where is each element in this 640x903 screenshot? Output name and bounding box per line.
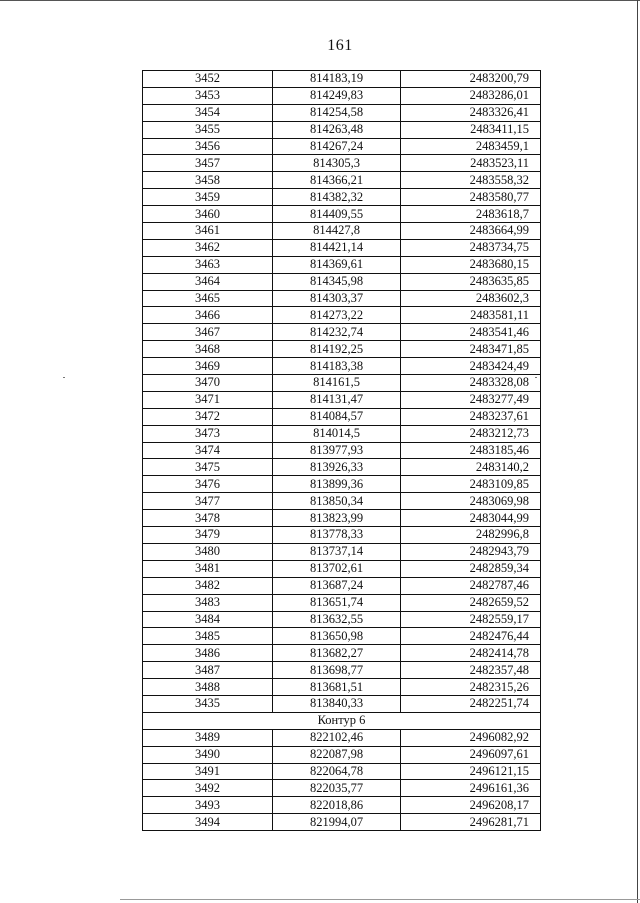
table-row [143, 763, 541, 780]
table-row [143, 121, 541, 138]
point-number-cell: 3480 [143, 543, 273, 560]
x-coordinate-cell: 813850,34 [273, 493, 401, 510]
point-number-cell: 3475 [143, 459, 273, 476]
x-coordinate-cell: 813778,33 [273, 527, 401, 544]
table-row [143, 543, 541, 560]
x-coordinate-cell: 814409,55 [273, 206, 401, 223]
point-number-cell: 3487 [143, 662, 273, 679]
x-coordinate-cell: 814366,21 [273, 172, 401, 189]
table-row [143, 71, 541, 88]
x-coordinate-cell: 822018,86 [273, 797, 401, 814]
y-coordinate-cell: 2482787,46 [401, 577, 541, 594]
y-coordinate-cell: 2496161,36 [401, 780, 541, 797]
x-coordinate-cell: 814267,24 [273, 138, 401, 155]
x-coordinate-cell: 822087,98 [273, 746, 401, 763]
table-row [143, 729, 541, 746]
x-coordinate-cell: 814303,37 [273, 290, 401, 307]
x-coordinate-cell: 814183,19 [273, 71, 401, 88]
point-number-cell: 3467 [143, 324, 273, 341]
y-coordinate-cell: 2483326,41 [401, 104, 541, 121]
point-number-cell: 3470 [143, 375, 273, 392]
x-coordinate-cell: 814345,98 [273, 273, 401, 290]
scan-speck [63, 377, 65, 378]
point-number-cell: 3478 [143, 510, 273, 527]
point-number-cell: 3461 [143, 223, 273, 240]
table-row [143, 662, 541, 679]
point-number-cell: 3468 [143, 341, 273, 358]
table-row [143, 780, 541, 797]
x-coordinate-cell: 814131,47 [273, 391, 401, 408]
table-row [143, 341, 541, 358]
table-row [143, 138, 541, 155]
table-row [143, 628, 541, 645]
y-coordinate-cell: 2482251,74 [401, 695, 541, 712]
x-coordinate-cell: 813650,98 [273, 628, 401, 645]
x-coordinate-cell: 813698,77 [273, 662, 401, 679]
x-coordinate-cell: 813687,24 [273, 577, 401, 594]
table-row [143, 155, 541, 172]
table-row [143, 273, 541, 290]
point-number-cell: 3463 [143, 256, 273, 273]
y-coordinate-cell: 2483424,49 [401, 358, 541, 375]
x-coordinate-cell: 814232,74 [273, 324, 401, 341]
y-coordinate-cell: 2483664,99 [401, 223, 541, 240]
point-number-cell: 3454 [143, 104, 273, 121]
point-number-cell: 3490 [143, 746, 273, 763]
table-row [143, 239, 541, 256]
table-section-header [143, 712, 541, 729]
y-coordinate-cell: 2483069,98 [401, 493, 541, 510]
point-number-cell: 3460 [143, 206, 273, 223]
table-row [143, 560, 541, 577]
point-number-cell: 3473 [143, 425, 273, 442]
x-coordinate-cell: 814014,5 [273, 425, 401, 442]
table-row [143, 797, 541, 814]
point-number-cell: 3452 [143, 71, 273, 88]
x-coordinate-cell: 813926,33 [273, 459, 401, 476]
table-row [143, 172, 541, 189]
x-coordinate-cell: 814263,48 [273, 121, 401, 138]
x-coordinate-cell: 814249,83 [273, 87, 401, 104]
y-coordinate-cell: 2483618,7 [401, 206, 541, 223]
x-coordinate-cell: 813681,51 [273, 679, 401, 696]
point-number-cell: 3493 [143, 797, 273, 814]
x-coordinate-cell: 814427,8 [273, 223, 401, 240]
point-number-cell: 3483 [143, 594, 273, 611]
point-number-cell: 3471 [143, 391, 273, 408]
y-coordinate-cell: 2483328,08 [401, 375, 541, 392]
y-coordinate-cell: 2483471,85 [401, 341, 541, 358]
point-number-cell: 3472 [143, 408, 273, 425]
table-row [143, 223, 541, 240]
x-coordinate-cell: 822064,78 [273, 763, 401, 780]
x-coordinate-cell: 813977,93 [273, 442, 401, 459]
table-row [143, 510, 541, 527]
y-coordinate-cell: 2483286,01 [401, 87, 541, 104]
table-row [143, 189, 541, 206]
table-row [143, 679, 541, 696]
y-coordinate-cell: 2482414,78 [401, 645, 541, 662]
table-row [143, 476, 541, 493]
point-number-cell: 3462 [143, 239, 273, 256]
table-row [143, 324, 541, 341]
y-coordinate-cell: 2483635,85 [401, 273, 541, 290]
y-coordinate-cell: 2482996,8 [401, 527, 541, 544]
point-number-cell: 3459 [143, 189, 273, 206]
point-number-cell: 3435 [143, 695, 273, 712]
table-row [143, 375, 541, 392]
x-coordinate-cell: 814084,57 [273, 408, 401, 425]
y-coordinate-cell: 2496281,71 [401, 814, 541, 831]
table-row [143, 408, 541, 425]
y-coordinate-cell: 2496082,92 [401, 729, 541, 746]
y-coordinate-cell: 2482943,79 [401, 543, 541, 560]
y-coordinate-cell: 2496208,17 [401, 797, 541, 814]
x-coordinate-cell: 813682,27 [273, 645, 401, 662]
point-number-cell: 3458 [143, 172, 273, 189]
x-coordinate-cell: 813899,36 [273, 476, 401, 493]
y-coordinate-cell: 2483277,49 [401, 391, 541, 408]
y-coordinate-cell: 2483459,1 [401, 138, 541, 155]
point-number-cell: 3486 [143, 645, 273, 662]
point-number-cell: 3465 [143, 290, 273, 307]
table-body-contour-5 [143, 71, 541, 713]
table-row [143, 206, 541, 223]
point-number-cell: 3474 [143, 442, 273, 459]
table-row [143, 87, 541, 104]
x-coordinate-cell: 813840,33 [273, 695, 401, 712]
y-coordinate-cell: 2483734,75 [401, 239, 541, 256]
point-number-cell: 3494 [143, 814, 273, 831]
x-coordinate-cell: 814161,5 [273, 375, 401, 392]
page-number: 161 [327, 37, 353, 54]
point-number-cell: 3469 [143, 358, 273, 375]
table-row [143, 358, 541, 375]
x-coordinate-cell: 814305,3 [273, 155, 401, 172]
table-row [143, 391, 541, 408]
table-row [143, 611, 541, 628]
y-coordinate-cell: 2482315,26 [401, 679, 541, 696]
table-row [143, 695, 541, 712]
table-body-contour-6 [143, 729, 541, 830]
table-row [143, 425, 541, 442]
scan-border-bottom [120, 899, 640, 900]
point-number-cell: 3453 [143, 87, 273, 104]
table-row [143, 645, 541, 662]
y-coordinate-cell: 2483140,2 [401, 459, 541, 476]
table-row [143, 527, 541, 544]
table-row [143, 746, 541, 763]
x-coordinate-cell: 813823,99 [273, 510, 401, 527]
point-number-cell: 3456 [143, 138, 273, 155]
point-number-cell: 3485 [143, 628, 273, 645]
y-coordinate-cell: 2482476,44 [401, 628, 541, 645]
y-coordinate-cell: 2483185,46 [401, 442, 541, 459]
y-coordinate-cell: 2483237,61 [401, 408, 541, 425]
x-coordinate-cell: 821994,07 [273, 814, 401, 831]
x-coordinate-cell: 814192,25 [273, 341, 401, 358]
y-coordinate-cell: 2483541,46 [401, 324, 541, 341]
x-coordinate-cell: 814382,32 [273, 189, 401, 206]
table-row [143, 493, 541, 510]
point-number-cell: 3488 [143, 679, 273, 696]
y-coordinate-cell: 2483200,79 [401, 71, 541, 88]
table-row [143, 814, 541, 831]
y-coordinate-cell: 2483581,11 [401, 307, 541, 324]
x-coordinate-cell: 813702,61 [273, 560, 401, 577]
point-number-cell: 3455 [143, 121, 273, 138]
table-row [143, 577, 541, 594]
point-number-cell: 3491 [143, 763, 273, 780]
table-row [143, 104, 541, 121]
point-number-cell: 3481 [143, 560, 273, 577]
x-coordinate-cell: 813737,14 [273, 543, 401, 560]
coordinates-table [142, 70, 541, 831]
y-coordinate-cell: 2483680,15 [401, 256, 541, 273]
point-number-cell: 3492 [143, 780, 273, 797]
y-coordinate-cell: 2483558,32 [401, 172, 541, 189]
point-number-cell: 3466 [143, 307, 273, 324]
x-coordinate-cell: 813632,55 [273, 611, 401, 628]
y-coordinate-cell: 2483602,3 [401, 290, 541, 307]
y-coordinate-cell: 2483580,77 [401, 189, 541, 206]
x-coordinate-cell: 814369,61 [273, 256, 401, 273]
y-coordinate-cell: 2482659,52 [401, 594, 541, 611]
x-coordinate-cell: 814183,38 [273, 358, 401, 375]
table-row [143, 459, 541, 476]
point-number-cell: 3464 [143, 273, 273, 290]
x-coordinate-cell: 814254,58 [273, 104, 401, 121]
y-coordinate-cell: 2496121,15 [401, 763, 541, 780]
y-coordinate-cell: 2483109,85 [401, 476, 541, 493]
x-coordinate-cell: 814273,22 [273, 307, 401, 324]
scan-border-right [637, 0, 638, 903]
table-row [143, 290, 541, 307]
point-number-cell: 3479 [143, 527, 273, 544]
x-coordinate-cell: 822102,46 [273, 729, 401, 746]
x-coordinate-cell: 813651,74 [273, 594, 401, 611]
point-number-cell: 3477 [143, 493, 273, 510]
point-number-cell: 3489 [143, 729, 273, 746]
point-number-cell: 3457 [143, 155, 273, 172]
y-coordinate-cell: 2482357,48 [401, 662, 541, 679]
y-coordinate-cell: 2483411,15 [401, 121, 541, 138]
scan-border-top [0, 0, 640, 1]
point-number-cell: 3476 [143, 476, 273, 493]
table-row [143, 442, 541, 459]
section-row [143, 712, 541, 729]
y-coordinate-cell: 2483523,11 [401, 155, 541, 172]
y-coordinate-cell: 2483044,99 [401, 510, 541, 527]
y-coordinate-cell: 2496097,61 [401, 746, 541, 763]
x-coordinate-cell: 814421,14 [273, 239, 401, 256]
point-number-cell: 3484 [143, 611, 273, 628]
point-number-cell: 3482 [143, 577, 273, 594]
y-coordinate-cell: 2483212,73 [401, 425, 541, 442]
table-row [143, 256, 541, 273]
y-coordinate-cell: 2482859,34 [401, 560, 541, 577]
table-row [143, 307, 541, 324]
section-title: Контур 6 [143, 712, 541, 729]
y-coordinate-cell: 2482559,17 [401, 611, 541, 628]
table-row [143, 594, 541, 611]
x-coordinate-cell: 822035,77 [273, 780, 401, 797]
